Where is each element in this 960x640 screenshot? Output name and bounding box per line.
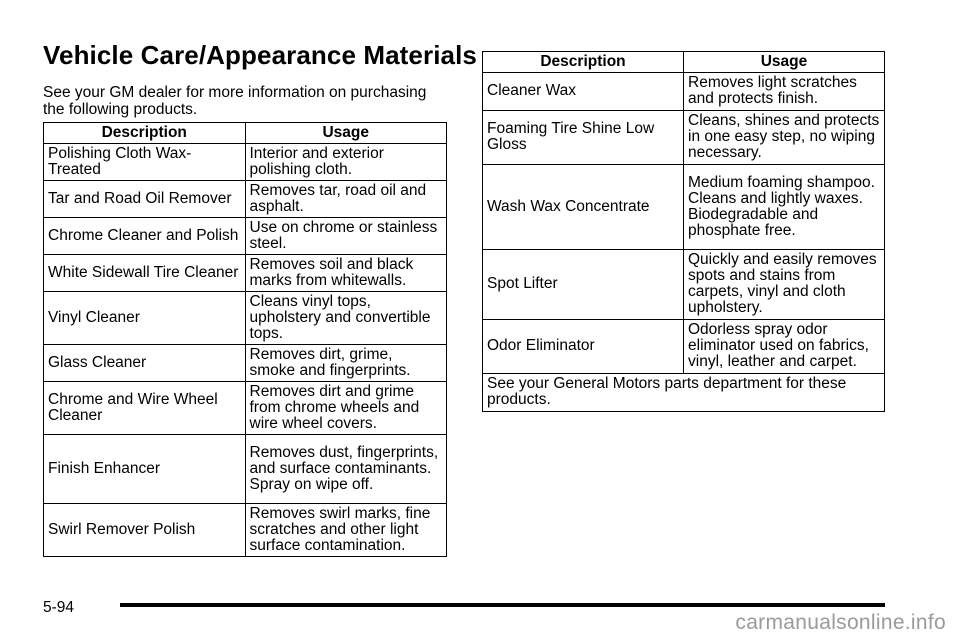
table-row (483, 320, 885, 374)
table-row (44, 218, 447, 255)
cell-description: Chrome Cleaner and Polish (44, 218, 246, 255)
table-row (44, 255, 447, 292)
cell-usage: Odorless spray odor eliminator used on fabrics, vinyl, leather and carpet. (684, 320, 885, 374)
cell-usage: Quickly and easily removes spots and stains from carpets, vinyl and cloth upholstery. (684, 250, 885, 320)
column-header-usage: Usage (245, 123, 447, 144)
table-row (44, 292, 447, 345)
cell-usage: Removes soil and black marks from whitewalls. (245, 255, 447, 292)
table-row (44, 435, 447, 504)
cell-usage: Cleans, shines and protects in one easy step, no wiping necessary. (684, 111, 885, 165)
cell-description: Swirl Remover Polish (44, 504, 246, 557)
table-row (483, 165, 885, 250)
cell-usage: Removes light scratches and protects finish. (684, 73, 885, 111)
column-header-usage: Usage (684, 52, 885, 73)
intro-paragraph: See your GM dealer for more information on purchasing the following products. (43, 84, 427, 118)
cell-description: Cleaner Wax (483, 73, 684, 111)
cell-description: Foaming Tire Shine Low Gloss (483, 111, 684, 165)
cell-usage: Removes dust, fingerprints, and surface contaminants. Spray on wipe off. (245, 435, 447, 504)
products-table-left (43, 122, 447, 557)
cell-description: Finish Enhancer (44, 435, 246, 504)
cell-description: White Sidewall Tire Cleaner (44, 255, 246, 292)
page-title: Vehicle Care/Appearance Materials (43, 40, 477, 70)
cell-usage: Interior and exterior polishing cloth. (245, 144, 447, 181)
cell-description: Vinyl Cleaner (44, 292, 246, 345)
table-row (44, 382, 447, 435)
cell-description: Wash Wax Concentrate (483, 165, 684, 250)
cell-usage: Removes swirl marks, fine scratches and other light surface contamination. (245, 504, 447, 557)
cell-description: Polishing Cloth Wax-Treated (44, 144, 246, 181)
products-table-right (482, 51, 885, 412)
cell-description: Spot Lifter (483, 250, 684, 320)
column-header-description: Description (44, 123, 246, 144)
cell-usage: Cleans vinyl tops, upholstery and convertible tops. (245, 292, 447, 345)
table-footnote: See your General Motors parts department for these products. (483, 374, 885, 412)
column-header-description: Description (483, 52, 684, 73)
page-number: 5-94 (43, 599, 75, 616)
table-header-row (44, 123, 447, 144)
watermark: carmanualsonline.info (735, 611, 946, 634)
cell-usage: Use on chrome or stainless steel. (245, 218, 447, 255)
cell-description: Odor Eliminator (483, 320, 684, 374)
table-row (483, 250, 885, 320)
table-row (44, 504, 447, 557)
cell-usage: Removes dirt and grime from chrome wheels and wire wheel covers. (245, 382, 447, 435)
table-row (44, 144, 447, 181)
table-row (44, 345, 447, 382)
table-header-row (483, 52, 885, 73)
table-row (483, 111, 885, 165)
table-footnote-row (483, 374, 885, 412)
cell-usage: Removes dirt, grime, smoke and fingerprints. (245, 345, 447, 382)
cell-usage: Removes tar, road oil and asphalt. (245, 181, 447, 218)
cell-description: Glass Cleaner (44, 345, 246, 382)
cell-description: Tar and Road Oil Remover (44, 181, 246, 218)
table-row (483, 73, 885, 111)
cell-description: Chrome and Wire Wheel Cleaner (44, 382, 246, 435)
table-row (44, 181, 447, 218)
cell-usage: Medium foaming shampoo. Cleans and lightly waxes. Biodegradable and phosphate free. (684, 165, 885, 250)
footer-rule (120, 603, 885, 607)
